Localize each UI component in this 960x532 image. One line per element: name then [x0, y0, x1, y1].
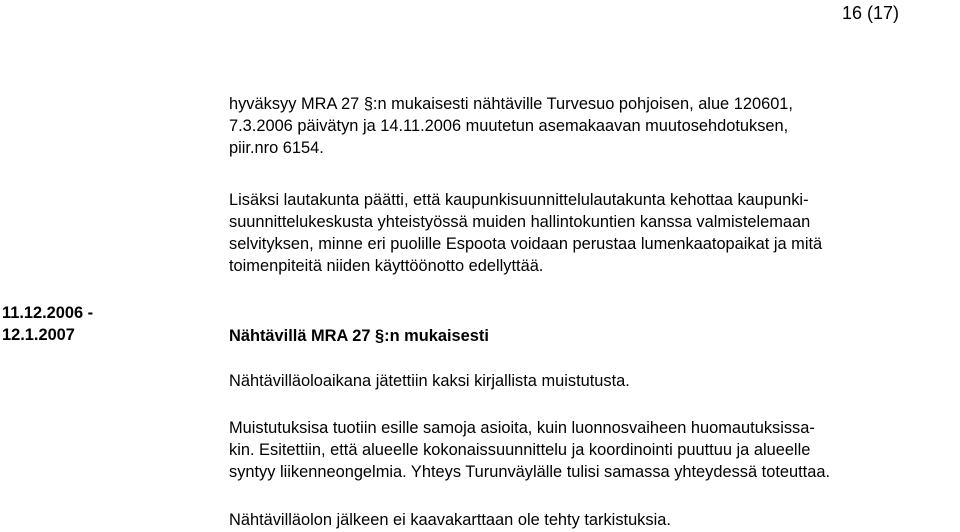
text-line: 7.3.2006 päivätyn ja 14.11.2006 muutetun asemakaavan muutosehdotuksen,	[229, 117, 789, 135]
objections-count-paragraph	[229, 370, 957, 392]
text-line: Lisäksi lautakunta päätti, että kaupunkisuunnittelulautakunta kehottaa kaupunki-	[229, 191, 809, 209]
no-revisions-paragraph	[229, 509, 957, 531]
text-line: toimenpiteitä niiden käyttöönotto edellyttää.	[229, 257, 544, 275]
text-line: Nähtävilläolon jälkeen ei kaavakarttaan ole tehty tarkistuksia.	[229, 511, 671, 529]
additional-decision-paragraph	[229, 189, 957, 277]
objections-content-paragraph	[229, 417, 957, 483]
date-start: 11.12.2006 -	[2, 304, 94, 322]
page-number: 16 (17)	[842, 3, 900, 23]
section-date-range	[2, 302, 93, 346]
text-line: suunnittelukeskusta yhteistyössä muiden hallintokuntien kanssa valmistelemaan	[229, 213, 811, 231]
text-line: piir.nro 6154.	[229, 139, 324, 157]
text-line: selvityksen, minne eri puolille Espoota voidaan perustaa lumenkaatopaikat ja mitä	[229, 235, 823, 253]
date-end: 12.1.2007	[2, 326, 75, 344]
text-line: Muistutuksisa tuotiin esille samoja asioita, kuin luonnosvaiheen huomautuksissa-	[229, 419, 815, 437]
approval-paragraph	[229, 93, 957, 159]
text-line: hyväksyy MRA 27 §:n mukaisesti nähtäville Turvesuo pohjoisen, alue 120601,	[229, 95, 793, 113]
text-line: Nähtävilläoloaikana jätettiin kaksi kirjallista muistutusta.	[229, 372, 630, 390]
section-heading: Nähtävillä MRA 27 §:n mukaisesti	[229, 327, 489, 345]
text-line: syntyy liikenneongelmia. Yhteys Turunväylälle tulisi samassa yhteydessä toteuttaa.	[229, 463, 831, 481]
text-line: kin. Esitettiin, että alueelle kokonaissuunnittelu ja koordinointi puuttuu ja alueelle	[229, 441, 811, 459]
